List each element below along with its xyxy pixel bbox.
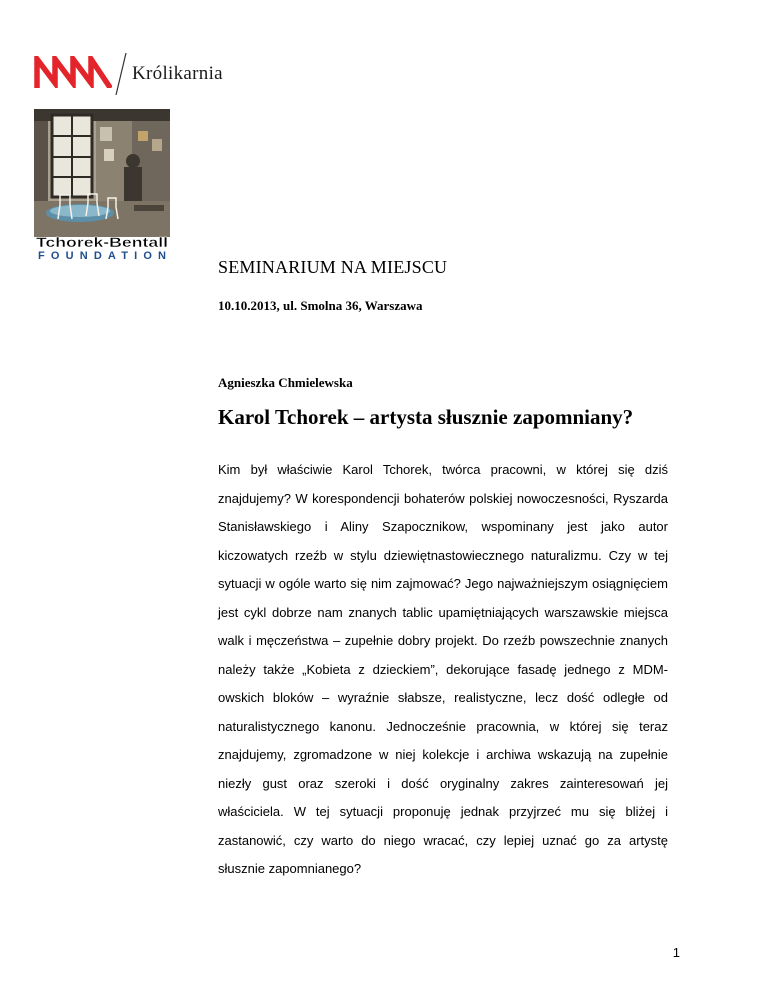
foundation-logo-image [34, 109, 170, 260]
document-title: SEMINARIUM NA MIEJSCU [218, 257, 448, 277]
author-name: Agnieszka Chmielewska [218, 375, 353, 390]
date-location: 10.10.2013, ul. Smolna 36, Warszawa [218, 298, 423, 313]
logo-text: Królikarnia [132, 63, 223, 84]
foundation-label-text: FOUNDATION [38, 250, 166, 260]
mw-logo-icon [34, 56, 112, 88]
logo-divider-slash [114, 52, 128, 96]
page-number: 1 [672, 945, 680, 960]
foundation-name-text: Tchorek-Bentall [36, 234, 168, 250]
body-paragraph: Kim był właściwie Karol Tchorek, twórca pracowni, w której się dziś znajdujemy? W korespondencji bohaterów polskiej nowoczesności, Ryszarda Stanisławskiego i Aliny Szapocznikow, wspominany jest jako autor kiczowatych rzeźb w stylu dziewiętnastowiecznego naturalizmu. Czy w tej sytuacji w ogóle warto się nim zajmować? Jego najważniejszym osiągnięciem jest cykl dobrze nam znanych tablic upamiętniających warszawskie miejsca walk i męczeństwa – zupełnie dobry projekt. Do rzeźb powszechnie znanych należy także „Kobieta z dzieckiem”, dekorujące fasadę jednego z MDM-owskich bloków – wyraźnie słabsze, realistyczne, lecz dość odległe od naturalistycznego kanonu. Jednocześnie pracownia, w której się teraz znajdujemy, zgromadzone w niej kolekcje i archiwa wskazują na zupełnie niezły gust oraz szeroki i dość oryginalny zakres zainteresowań jej właściciela. W tej sytuacji proponuję jednak przyjrzeć mu się bliżej i zastanowić, czy warto do niego wracać, czy lepiej uznać go za artystę słusznie zapomnianego? [218, 462, 668, 876]
krolikarnia-logo [34, 52, 254, 96]
lecture-title: Karol Tchorek – artysta słusznie zapomniany? [218, 405, 634, 429]
